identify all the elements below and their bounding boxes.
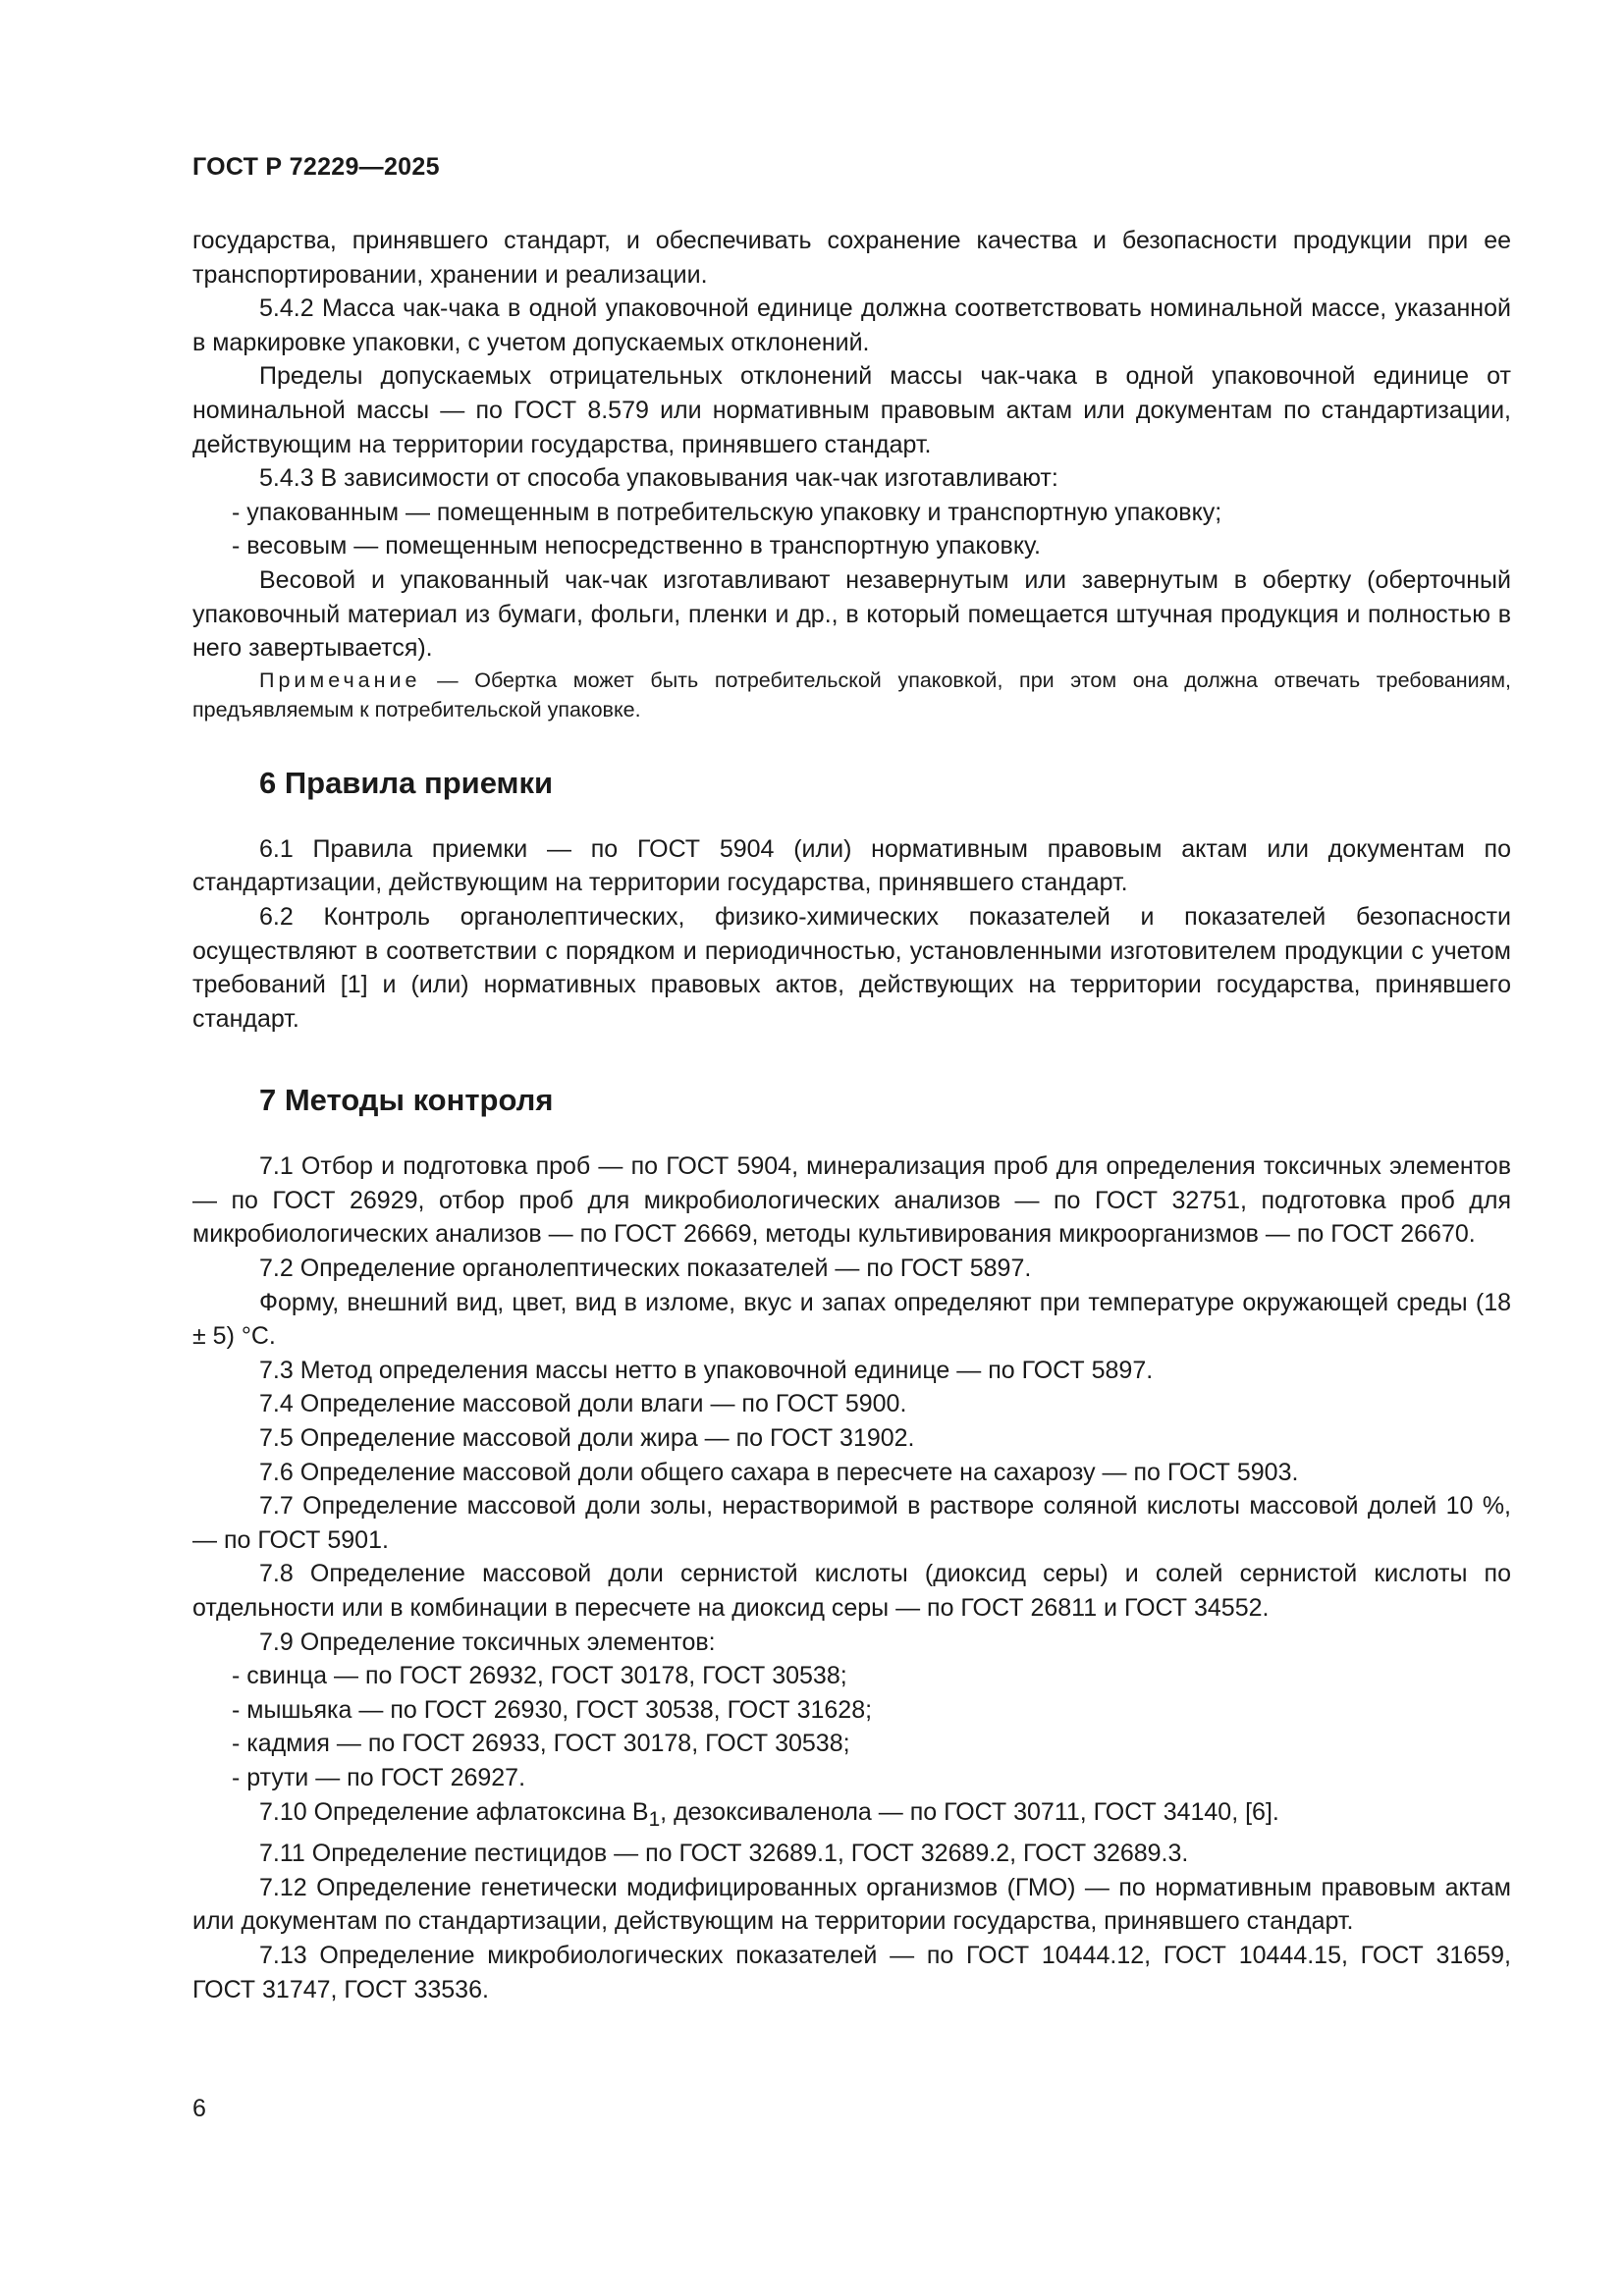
list-item: - мышьяка — по ГОСТ 26930, ГОСТ 30538, ГОСТ 31628; <box>232 1695 873 1724</box>
list-item: - весовым — помещенным непосредственно в транспортную упаковку. <box>232 532 1041 561</box>
text-run: , дезоксиваленола — по ГОСТ 30711, ГОСТ 34140, [6]. <box>660 1797 1279 1826</box>
note-label: Примечание <box>259 667 421 692</box>
paragraph-7-2-detail: Форму, внешний вид, цвет, вид в изломе, вкус и запах определяют при температуре окружающей среды (18 ± 5) °С. <box>192 1288 1511 1351</box>
subscript: 1 <box>648 1807 661 1831</box>
paragraph-5-4-3: 5.4.3 В зависимости от способа упаковывания чак-чак изготавливают: <box>259 464 1058 493</box>
paragraph-7-10 <box>192 1795 1511 1838</box>
paragraph-tolerance-limits: Пределы допускаемых отрицательных отклонений массы чак-чака в одной упаковочной единице от номинальной массы — по ГОСТ 8.579 или нормативным правовым актам или документам по стандартизации, действующим на территории государства, принявшего стандарт. <box>192 362 1511 458</box>
paragraph-continuation: государства, принявшего стандарт, и обеспечивать сохранение качества и безопасности продукции при ее транспортировании, хранении и реализации. <box>192 227 1511 289</box>
paragraph-7-6: 7.6 Определение массовой доли общего сахара в пересчете на сахарозу — по ГОСТ 5903. <box>259 1458 1299 1486</box>
paragraph-7-1: 7.1 Отбор и подготовка проб — по ГОСТ 5904, минерализация проб для определения токсичных элементов — по ГОСТ 26929, отбор проб для микробиологических анализов — по ГОСТ 32751, подготовка проб для микробиологических анализов — по ГОСТ 26669, методы культивирования микроорганизмов — по ГОСТ 26670. <box>192 1152 1511 1249</box>
paragraph-7-2: 7.2 Определение органолептических показателей — по ГОСТ 5897. <box>259 1255 1032 1283</box>
paragraph-7-13: 7.13 Определение микробиологических показателей — по ГОСТ 10444.12, ГОСТ 10444.15, ГОСТ 31659, ГОСТ 31747, ГОСТ 33536. <box>192 1941 1511 2003</box>
document-header: ГОСТ Р 72229—2025 <box>192 153 440 181</box>
list-item: - упакованным — помещенным в потребительскую упаковку и транспортную упаковку; <box>232 498 1222 526</box>
paragraph-7-5: 7.5 Определение массовой доли жира — по ГОСТ 31902. <box>259 1424 915 1453</box>
paragraph-5-4-2: 5.4.2 Масса чак-чака в одной упаковочной единице должна соответствовать номинальной массе, указанной в маркировке упаковки, с учетом допускаемых отклонений. <box>192 294 1511 356</box>
paragraph-6-1: 6.1 Правила приемки — по ГОСТ 5904 (или) нормативным правовым актам или документам по стандартизации, действующим на территории государства, принявшего стандарт. <box>192 834 1511 897</box>
paragraph-7-12: 7.12 Определение генетически модифицированных организмов (ГМО) — по нормативным правовым актам или документам по стандартизации, действующим на территории государства, принявшего стандарт. <box>192 1873 1511 1936</box>
paragraph-7-11: 7.11 Определение пестицидов — по ГОСТ 32689.1, ГОСТ 32689.2, ГОСТ 32689.3. <box>259 1840 1189 1868</box>
list-item: - свинца — по ГОСТ 26932, ГОСТ 30178, ГОСТ 30538; <box>232 1662 847 1690</box>
list-item: - кадмия — по ГОСТ 26933, ГОСТ 30178, ГОСТ 30538; <box>232 1730 850 1758</box>
paragraph-7-8: 7.8 Определение массовой доли сернистой кислоты (диоксид серы) и солей сернистой кислоты по отдельности или в комбинации в пересчете на диоксид серы — по ГОСТ 26811 и ГОСТ 34552. <box>192 1560 1511 1622</box>
section-7-heading: 7 Методы контроля <box>259 1083 554 1118</box>
note <box>192 666 1511 724</box>
note-text: — Обертка может быть потребительской упаковкой, при этом она должна отвечать требованиям, предъявляемым к потребительской упаковке. <box>192 667 1511 721</box>
paragraph-7-9: 7.9 Определение токсичных элементов: <box>259 1628 716 1656</box>
paragraph-wrapping: Весовой и упакованный чак-чак изготавливают незавернутым или завернутым в обертку (оберточный упаковочный материал из бумаги, фольги, пленки и др., в который помещается штучная продукция и полностью в него завертывается). <box>192 565 1511 663</box>
page-number: 6 <box>192 2095 206 2122</box>
paragraph-7-4: 7.4 Определение массовой доли влаги — по ГОСТ 5900. <box>259 1390 907 1418</box>
paragraph-7-7: 7.7 Определение массовой доли золы, нерастворимой в растворе соляной кислоты массовой долей 10 %, — по ГОСТ 5901. <box>192 1492 1511 1554</box>
section-6-heading: 6 Правила приемки <box>259 765 554 800</box>
paragraph-6-2: 6.2 Контроль органолептических, физико-химических показателей и показателей безопасности осуществляют в соответствии с порядком и периодичностью, установленными изготовителем продукции с учетом требований [1] и (или) нормативных правовых актов, действующих на территории государства, принявшего стандарт. <box>192 902 1511 1033</box>
text-run: 7.10 Определение афлатоксина В <box>259 1797 649 1826</box>
document-body <box>192 224 1511 2006</box>
paragraph-7-3: 7.3 Метод определения массы нетто в упаковочной единице — по ГОСТ 5897. <box>259 1356 1154 1384</box>
list-item: - ртути — по ГОСТ 26927. <box>232 1763 526 1791</box>
